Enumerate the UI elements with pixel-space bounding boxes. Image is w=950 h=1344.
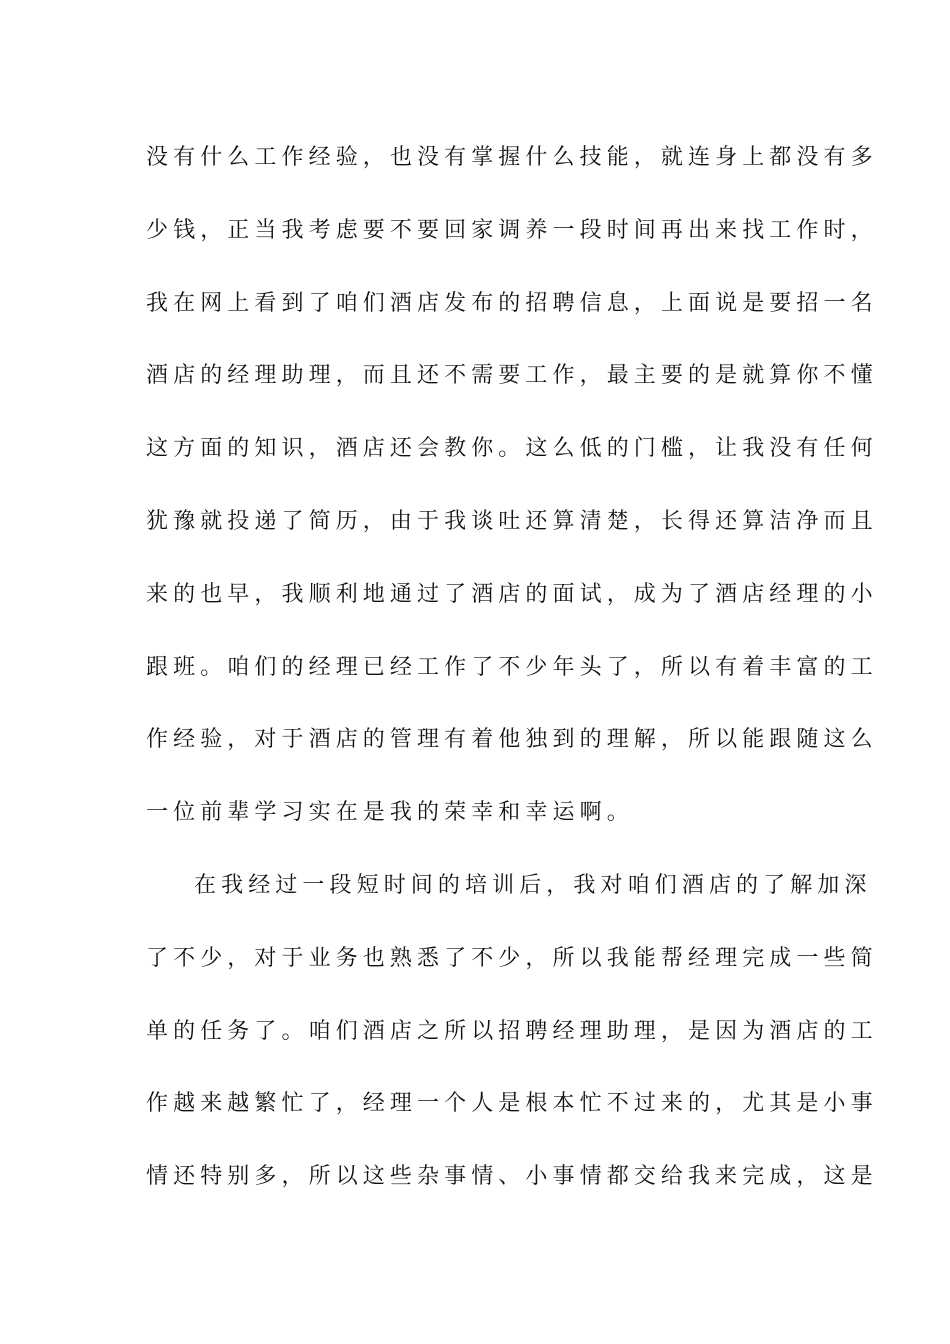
text-line: 作越来越繁忙了，经理一个人是根本忙不过来的，尤其是小事: [146, 1091, 878, 1117]
text-line: 没有什么工作经验，也没有掌握什么技能，就连身上都没有多: [146, 145, 878, 170]
text-line: 酒店的经理助理，而且还不需要工作，最主要的是就算你不懂: [146, 363, 878, 389]
text-line: 了不少，对于业务也熟悉了不少，所以我能帮经理完成一些简: [146, 945, 878, 971]
text-line: 来的也早，我顺利地通过了酒店的面试，成为了酒店经理的小: [146, 581, 878, 607]
text-line: 少钱，正当我考虑要不要回家调养一段时间再出来找工作时，: [146, 217, 878, 243]
text-line: 单的任务了。咱们酒店之所以招聘经理助理，是因为酒店的工: [146, 1018, 878, 1044]
paragraph-first-line: 在我经过一段短时间的培训后，我对咱们酒店的了解加深: [194, 872, 872, 898]
text-line: 跟班。咱们的经理已经工作了不少年头了，所以有着丰富的工: [146, 654, 878, 680]
text-line: 这方面的知识，酒店还会教你。这么低的门槛，让我没有任何: [146, 436, 878, 462]
text-line: 犹豫就投递了简历，由于我谈吐还算清楚，长得还算洁净而且: [146, 508, 878, 534]
text-line: 我在网上看到了咱们酒店发布的招聘信息，上面说是要招一名: [146, 290, 878, 316]
text-line: 一位前辈学习实在是我的荣幸和幸运啊。: [146, 800, 634, 826]
text-line: 作经验，对于酒店的管理有着他独到的理解，所以能跟随这么: [146, 727, 878, 753]
body-text: [146, 122, 878, 1214]
text-line: 情还特别多，所以这些杂事情、小事情都交给我来完成，这是: [146, 1164, 878, 1190]
